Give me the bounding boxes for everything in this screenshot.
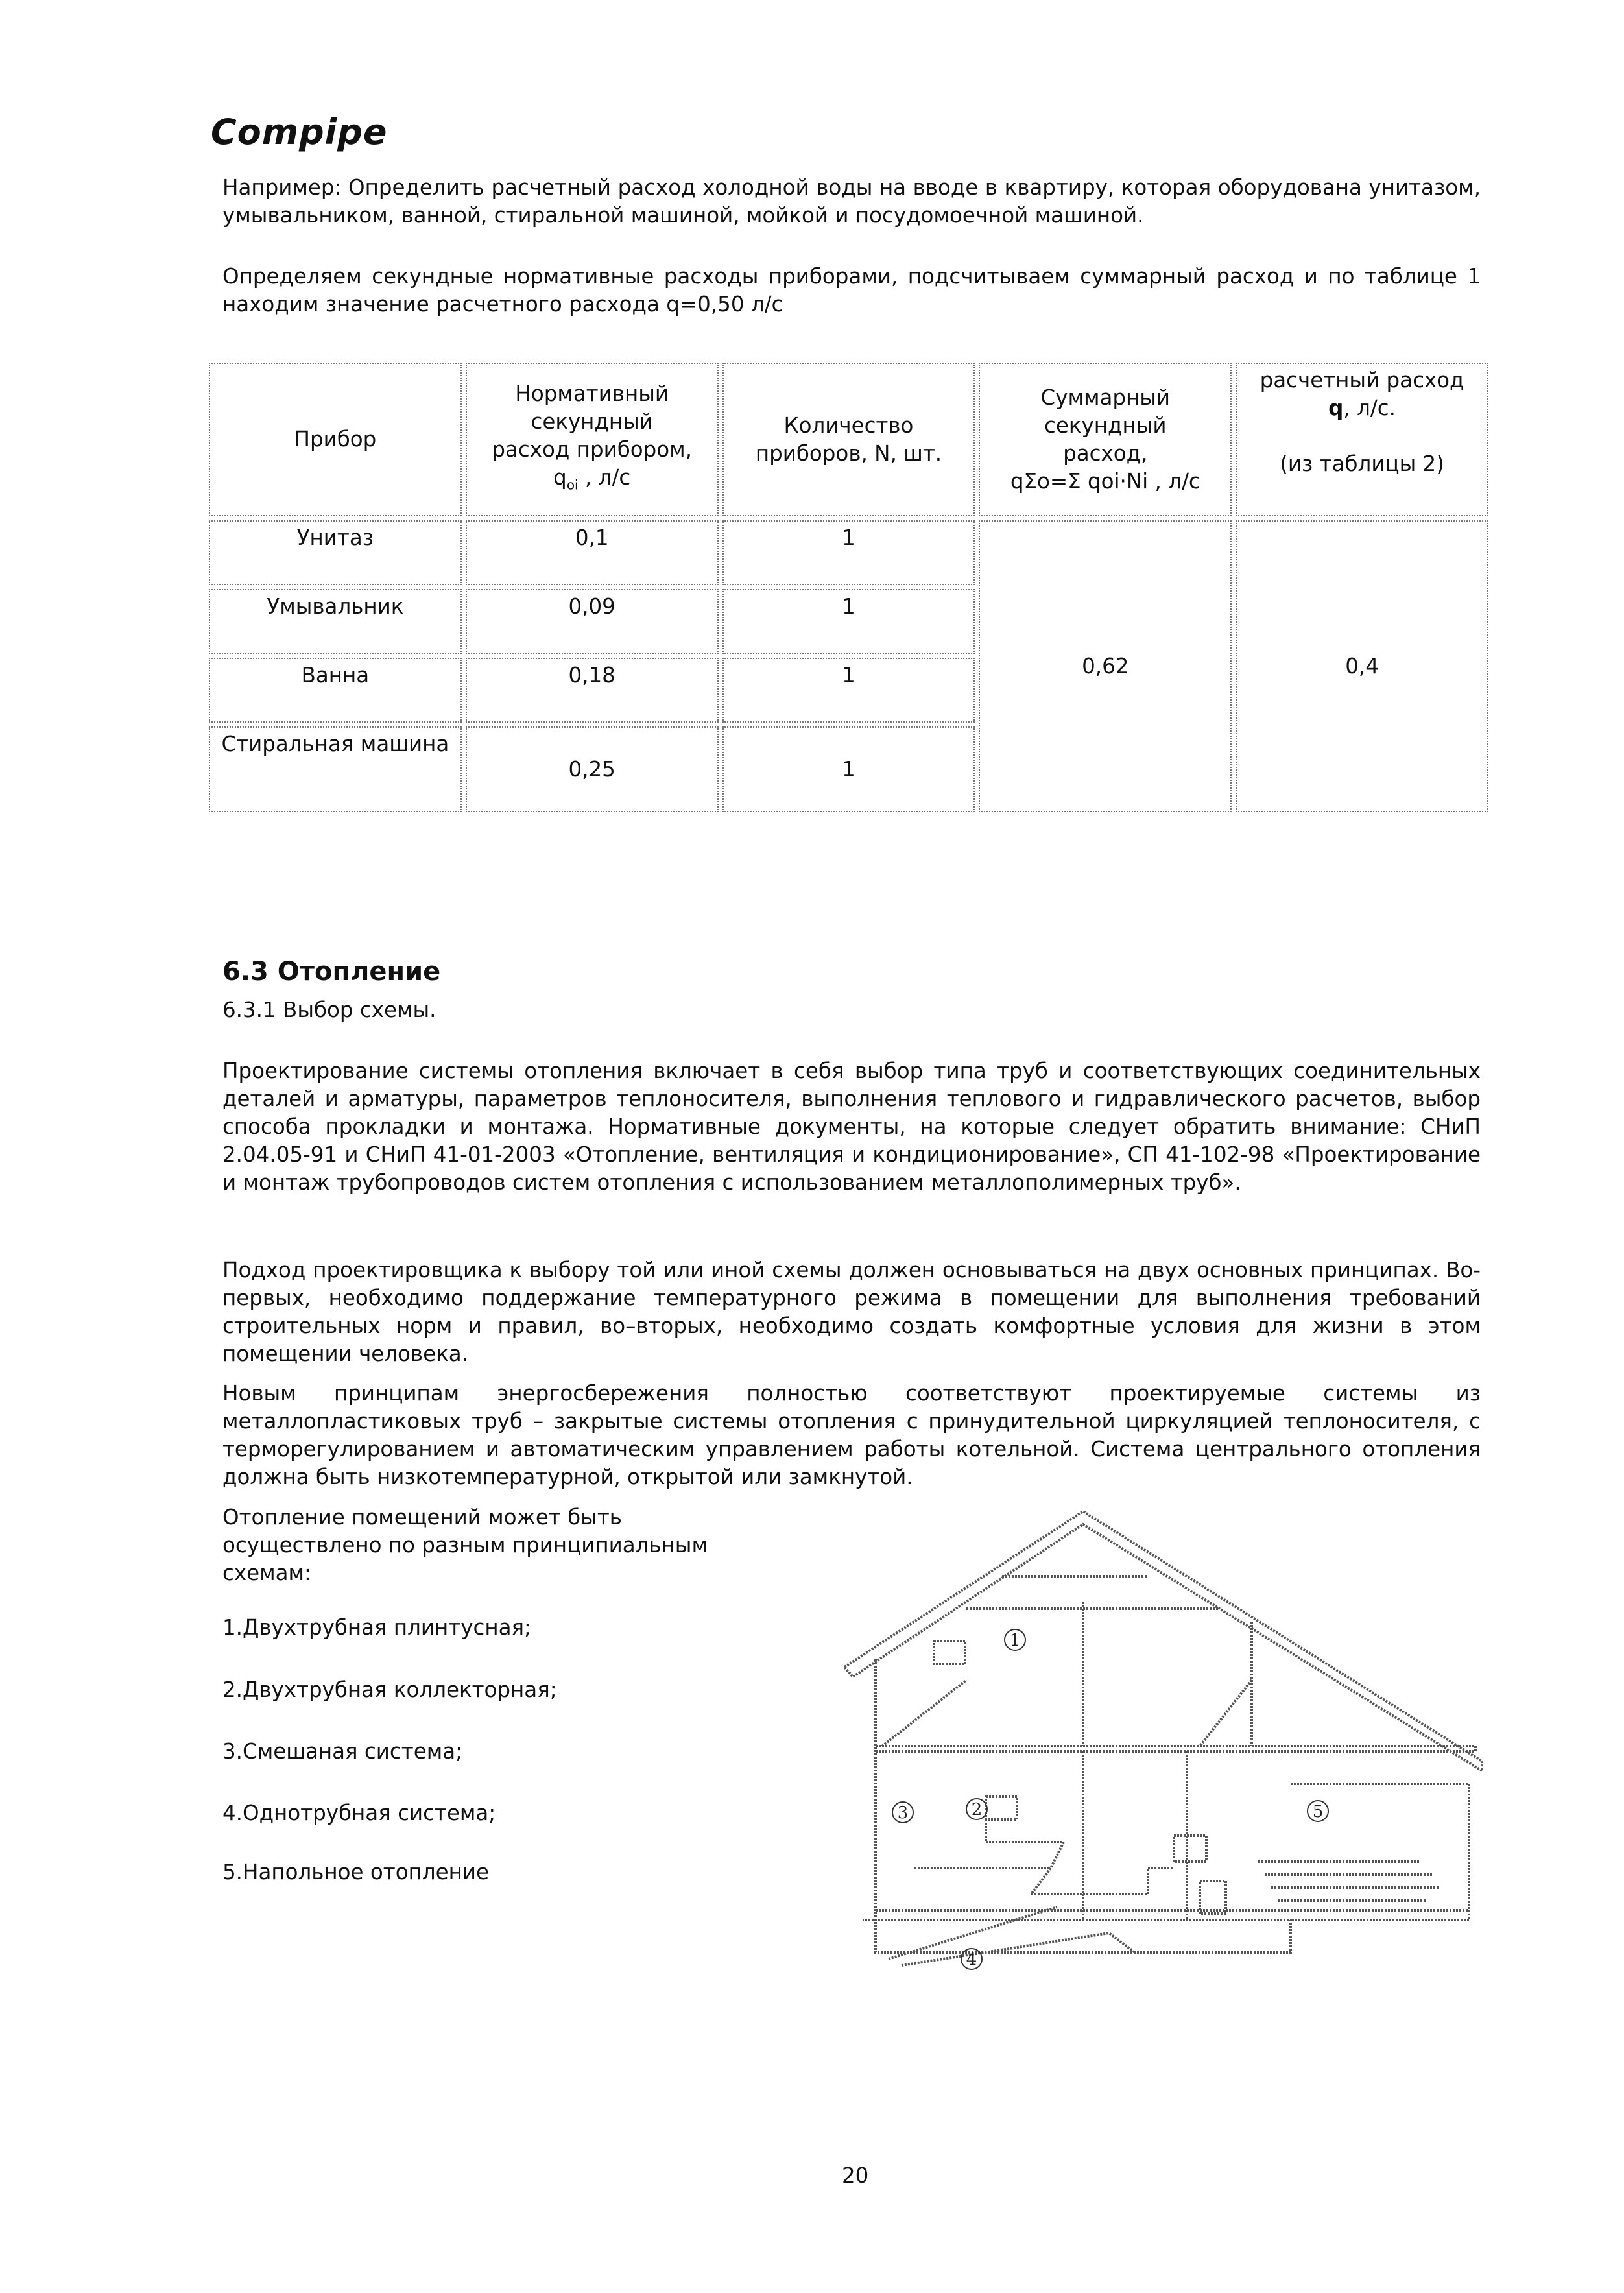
header-device: Прибор <box>209 363 462 516</box>
cell-flow: 0,18 <box>466 658 719 723</box>
page-number: 20 <box>842 2163 869 2188</box>
cell-device: Умывальник <box>209 589 462 654</box>
cell-flow: 0,25 <box>466 726 719 812</box>
header-calc-flow: расчетный расход q, л/с. (из таблицы 2) <box>1236 363 1488 516</box>
header-sum-flow: Суммарный секундный расход, qΣo=Σ qoi·Ni , л/с <box>979 363 1232 516</box>
cell-calc-flow: 0,4 <box>1236 520 1488 812</box>
house-heating-diagram <box>837 1505 1485 1972</box>
scheme-item: 5.Напольное отопление <box>222 1860 489 1884</box>
paragraph-approach: Подход проектировщика к выбору той или иной схемы должен основываться на двух основных принципах. Во-первых, необходимо поддержание температурного режима в помещении для выполнения требований строительных норм и правил, во–вторых, необходимо создать комфортные условия для жизни в этом помещении человека. <box>222 1258 1481 1366</box>
flow-table <box>205 359 1492 816</box>
intro-method: Определяем секундные нормативные расходы приборами, подсчитываем суммарный расход и по таблице 1 находим значение расчетного расхода q=0,50 л/с <box>222 264 1481 317</box>
table-row <box>209 520 1488 585</box>
diagram-label-3: 3 <box>897 1803 909 1823</box>
intro-example: Например: Определить расчетный расход холодной воды на вводе в квартиру, которая оборудована унитазом, умывальником, ванной, стиральной машиной, мойкой и посудомоечной машиной. <box>222 175 1481 228</box>
cell-count: 1 <box>722 520 975 585</box>
table-header-row <box>209 363 1488 516</box>
diagram-label-2: 2 <box>971 1800 983 1819</box>
cell-flow: 0,1 <box>466 520 719 585</box>
scheme-item: 4.Однотрубная система; <box>222 1801 496 1825</box>
section-subtitle: 6.3.1 Выбор схемы. <box>222 998 436 1022</box>
paragraph-design: Проектирование системы отопления включает в себя выбор типа труб и соответствующих соединительных деталей и арматуры, параметров теплоносителя, выполнения теплового и гидравлического расчетов, выбор способа прокладки и монтажа. Нормативные документы, на которые следует обратить внимание: СНиП 2.04.05-91 и СНиП 41-01-2003 «Отопление, вентиляция и кондиционирование», СП 41-102-98 «Проектирование и монтаж трубопроводов систем отопления с использованием металлополимерных труб». <box>222 1059 1481 1195</box>
cell-count: 1 <box>722 658 975 723</box>
scheme-item: 3.Смешаная система; <box>222 1739 463 1764</box>
schemes-intro: Отопление помещений может быть осуществлено по разным принципиальным схемам: <box>222 1505 708 1585</box>
cell-total-flow: 0,62 <box>979 520 1232 812</box>
diagram-label-4: 4 <box>966 1950 977 1969</box>
roof <box>844 1511 1482 1771</box>
brand-logo: Compipe <box>211 112 388 152</box>
paragraph-energy: Новым принципам энергосбережения полностью соответствуют проектируемые системы из металлопластиковых труб – закрытые системы отопления с принудительной циркуляцией теплоносителя, с терморегулированием и автоматическим управлением работы котельной. Система центрального отопления должна быть низкотемпературной, открытой или замкнутой. <box>222 1381 1481 1489</box>
cell-flow: 0,09 <box>466 589 719 654</box>
scheme-item: 2.Двухтрубная коллекторная; <box>222 1677 557 1702</box>
section-title: 6.3 Отопление <box>222 957 441 987</box>
cell-device: Стиральная машина <box>209 726 462 812</box>
header-norm-flow: Нормативный секундный расход прибором, $q_{oi}$ , л/с <box>466 363 719 516</box>
diagram-label-5: 5 <box>1312 1802 1324 1821</box>
scheme-item: 1.Двухтрубная плинтусная; <box>222 1615 531 1640</box>
cell-count: 1 <box>722 589 975 654</box>
diagram-label-1: 1 <box>1009 1631 1021 1650</box>
cell-device: Унитаз <box>209 520 462 585</box>
cell-device: Ванна <box>209 658 462 723</box>
cell-count: 1 <box>722 726 975 812</box>
header-count: Количество приборов, N, шт. <box>722 363 975 516</box>
